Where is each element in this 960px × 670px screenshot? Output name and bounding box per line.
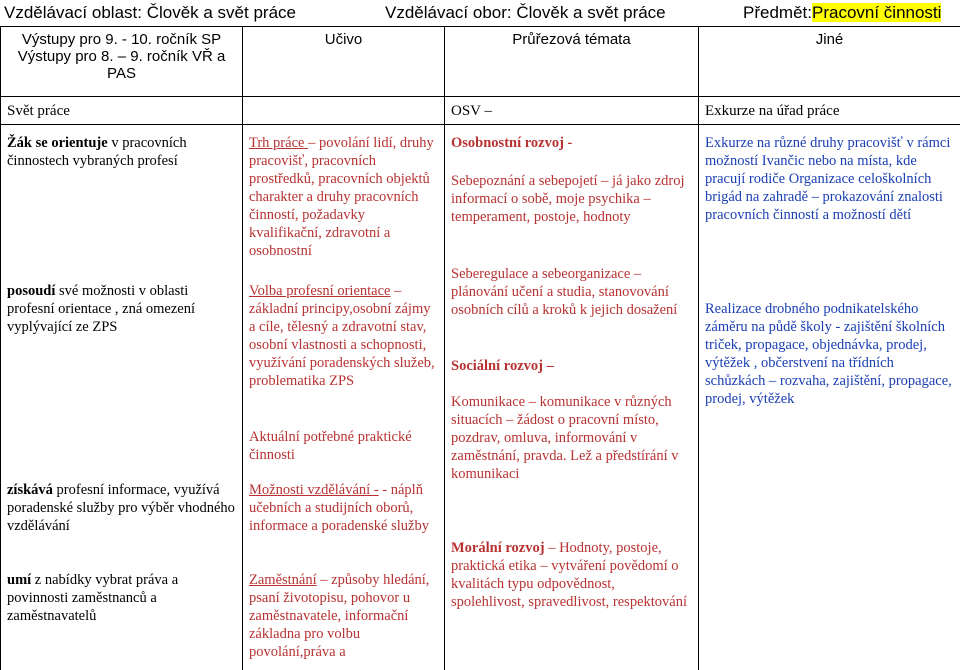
column-header-jine: Jiné [699,27,960,97]
column-header-vystupy: Výstupy pro 9. - 10. ročník SP Výstupy pro 8. – 9. ročník VŘ a PAS [1,27,243,97]
cell-prurezova [445,125,699,670]
outcome-3-text: profesní informace, využívá poradenské služby pro výběr vhodného vzdělávání [7,482,235,534]
ucivo-trh-prace-text: – povolání lidí, druhy pracovišť, pracovních prostředků, pracovních objektů charakter a druhy pracovních činností, požadavky kvalifikační, zdravotní a osobnostní [249,135,434,259]
osv-socialni-rozvoj-title: Sociální rozvoj [451,358,543,374]
outcome-3 [1,481,242,535]
cell-vystupy [1,125,243,670]
osv-socialni-rozvoj [445,357,698,375]
osv-seberegulace: Seberegulace a sebeorganizace – plánování učení a studia, stanovování osobních cílů a kroků k jejich dosažení [451,266,678,318]
header-predmet [743,0,941,26]
outcome-4 [1,571,242,625]
ucivo-zamestnani-title: Zaměstnání [249,572,317,588]
ucivo-zamestnani [243,571,444,661]
ucivo-trh-prace [243,134,444,260]
jine-realizace: Realizace drobného podnikatelského záměru na půdě školy - zajištění školních triček, propagace, objednávka, prodej, výtěžek , občerstvení na třídních schůzkách – rozvaha, zajištění, propagace, prodej, výtěžek [705,301,952,407]
outcome-3-verb: získává [7,482,53,498]
ucivo-aktualni: Aktuální potřebné praktické činnosti [249,429,412,463]
osv-osobnostni-rozvoj: Osobnostní rozvoj - [451,135,573,151]
column-header-ucivo: Učivo [243,27,445,97]
header-obor: Vzdělávací obor: Člověk a svět práce [385,3,666,22]
outcome-4-verb: umí [7,572,32,588]
osv-sebepoznani: Sebepoznání a sebepojetí – já jako zdroj informací o sobě, moje psychika – temperament, postoje, hodnoty [451,173,685,225]
outcome-2-verb: posoudí [7,283,56,299]
ucivo-moznosti [243,481,444,535]
section-empty [243,97,445,125]
osv-komunikace: Komunikace – komunikace v různých situacích – žádost o pracovní místo, pozdrav, omluva, informování v zaměstnání, pravda. Lež a předstírání v komunikaci [451,394,679,482]
jine-exkurze: Exkurze na různé druhy pracovišť v rámci možností Ivančic nebo na místa, kde pracují rodiče Organizace celoškolních brigád na zahradě – prokazování znalosti pracovních činností a možností dětí [705,135,951,223]
ucivo-moznosti-title: Možnosti vzdělávání - [249,482,379,498]
osv-moralni-rozvoj-text: – Hodnoty, postoje, praktická etika – vytváření povědomí o kvalitách typu odpovědnost, spolehlivost, spravedlivost, respektování [451,540,687,610]
column-header-prurezova: Průřezová témata [445,27,699,97]
content-row [1,125,960,670]
outcome-2 [1,282,242,336]
ucivo-volba-title: Volba profesní orientace [249,283,391,299]
section-svet-prace: Svět práce [1,97,243,125]
section-osv: OSV – [445,97,699,125]
ucivo-zamestnani-text: – způsoby hledání, psaní životopisu, pohovor u zaměstnavatele, informační základna pro volbu povolání,práva a [249,572,430,660]
column-header-row [1,27,960,97]
outcome-2-text: své možnosti v oblasti profesní orientace , zná omezení vyplývající ze ZPS [7,283,196,335]
outcome-4-text: z nabídky vybrat práva a povinnosti zaměstnanců a zaměstnavatelů [7,572,179,624]
section-row [1,97,960,125]
header-oblast: Vzdělávací oblast: Člověk a svět práce [4,3,296,22]
outcome-1-text: v pracovních činnostech vybraných profesí [7,135,187,169]
cell-jine [699,125,960,670]
cell-ucivo [243,125,445,670]
ucivo-trh-prace-title: Trh práce [249,135,309,151]
outcome-1 [1,134,242,170]
page-header [0,0,960,26]
outcome-1-verb: Žák se orientuje [7,135,108,151]
curriculum-table [0,26,960,670]
osv-moralni-rozvoj-title: Morální rozvoj [451,540,545,556]
osv-moralni-rozvoj [445,539,698,611]
ucivo-moznosti-text: - náplň učebních a studijních oborů, informace a poradenské služby [249,482,429,534]
section-exkurze: Exkurze na úřad práce [699,97,960,125]
ucivo-volba [243,282,444,390]
ucivo-volba-text: – základní principy,osobní zájmy a cíle, tělesný a zdravotní stav, osobní vlastnosti a schopnosti, využívání poradenských služeb, problematika ZPS [249,283,435,389]
header-predmet-value: Pracovní činnosti [811,3,942,22]
osv-socialni-rozvoj-dash: – [542,358,554,374]
header-predmet-label: Předmět: [743,3,812,22]
